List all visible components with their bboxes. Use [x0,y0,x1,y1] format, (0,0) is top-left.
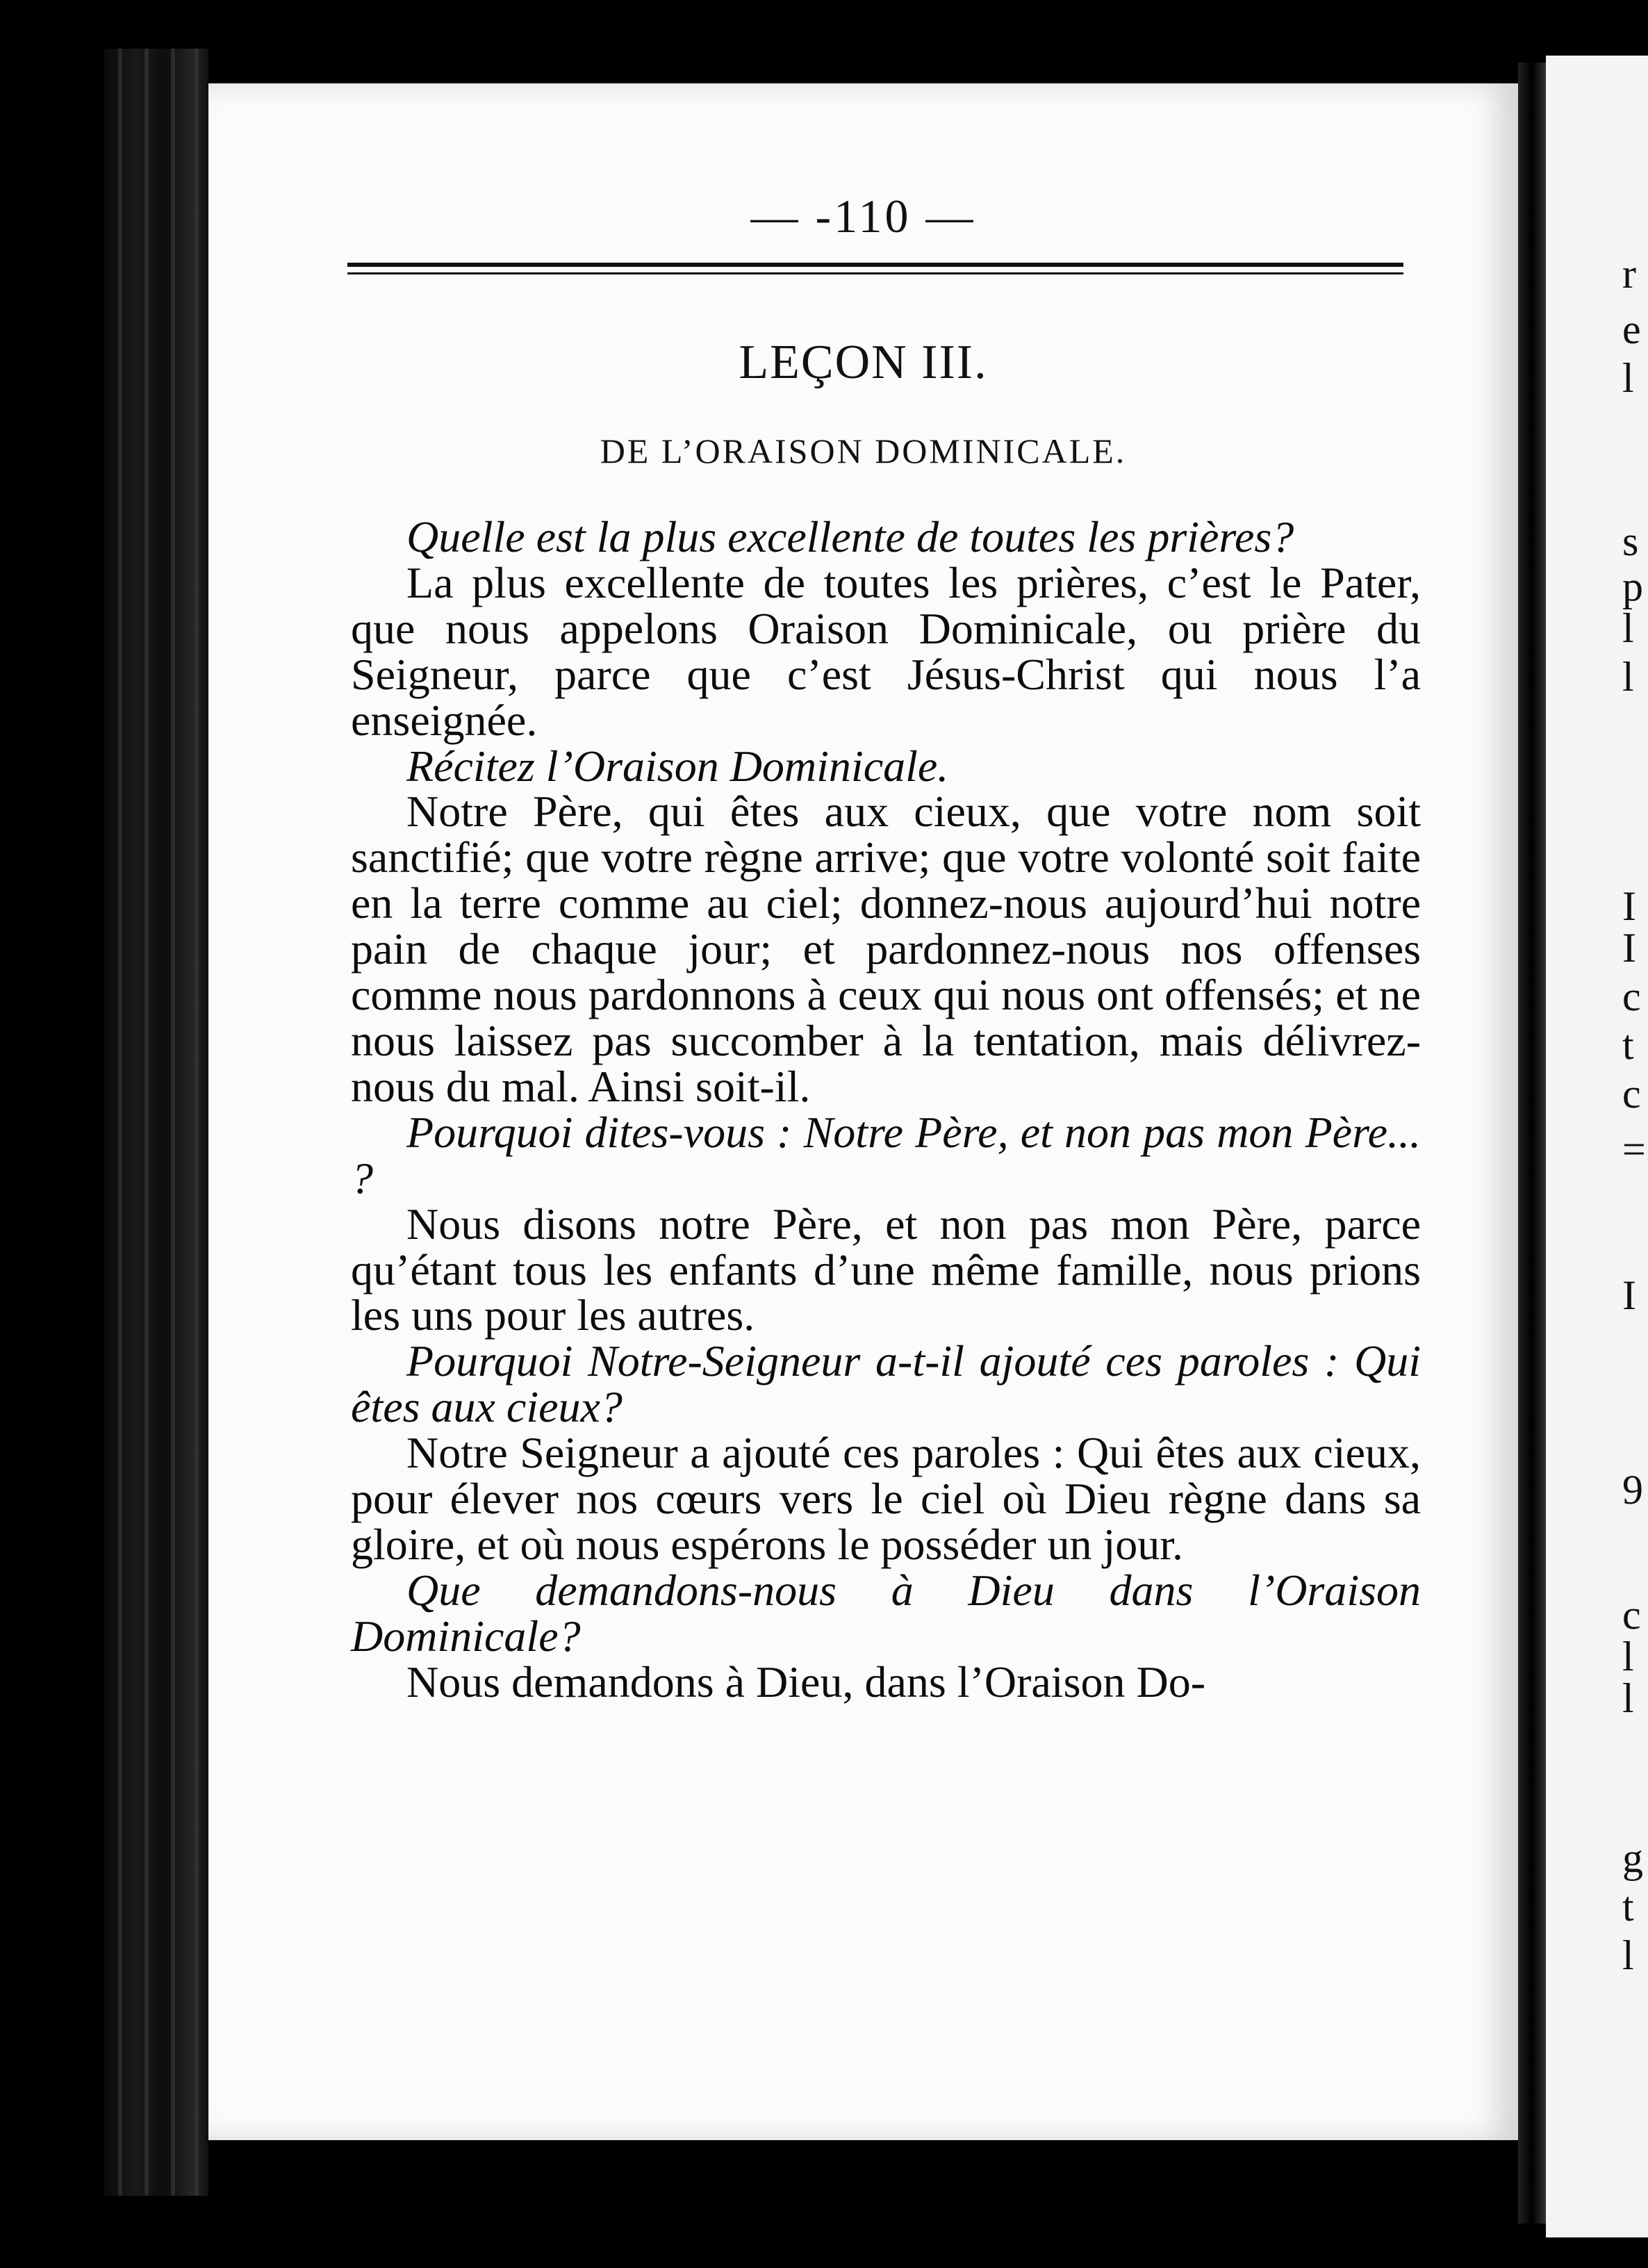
answer-paragraph: Notre Seigneur a ajouté ces paroles : Qui êtes aux cieux, pour élever nos cœurs vers le ciel où Dieu règne dans sa gloire, et où nous espérons le posséder un jour. [351,1428,1421,1569]
facing-page-letter: 9 [1622,1467,1643,1513]
facing-page-letter: l [1622,1932,1634,1978]
facing-page-letter: I [1622,925,1636,971]
answer-paragraph: La plus excellente de toutes les prières, c’est le Pater, que nous appelons Oraison Dominicale, ou prière du Seigneur, parce que c’est Jésus-Christ qui nous l’a enseignée. [351,557,1421,745]
facing-page-letter: l [1622,1634,1634,1679]
answer-paragraph: Notre Père, qui êtes aux cieux, que votre nom soit sanctifié; que votre règne arrive; que votre volonté soit faite en la terre comme au ciel; donnez-nous aujourd’hui notre pain de chaque jour; et pardonnez-nous nos offenses comme nous pardonnons à ceux qui nous ont offensés; et ne nous laissez pas succomber à la tentation, mais délivrez-nous du mal. Ainsi soit-il. [351,787,1421,1111]
facing-page-letter: p [1622,564,1643,609]
lesson-title: LEÇON III. [739,336,988,389]
question-paragraph: Quelle est la plus excellente de toutes les prières? [406,512,1294,561]
facing-page-letter: s [1622,518,1639,564]
question-paragraph: Que demandons-nous à Dieu dans l’Oraison Dominicale? [351,1565,1421,1661]
question-paragraph: Pourquoi dites-vous : Notre Père, et non pas mon Père... ? [351,1107,1421,1203]
catechism-text [351,514,1421,1705]
question-paragraph: Récitez l’Oraison Dominicale. [406,741,949,791]
header-rule-thin [347,272,1403,274]
facing-page-letter: = [1622,1126,1646,1172]
book-page [208,83,1518,2140]
facing-page-letter: c [1622,973,1641,1019]
facing-page-letter: c [1622,1592,1641,1638]
facing-page-letter: t [1622,1022,1634,1068]
answer-paragraph: Nous demandons à Dieu, dans l’Oraison Do- [406,1657,1205,1707]
facing-page-letter: g [1622,1835,1643,1881]
book-edge-left [104,49,208,2196]
facing-page-letter: I [1622,1272,1636,1318]
header-rule-thick [347,263,1403,267]
facing-page-letter: l [1622,355,1634,401]
facing-page-letter: r [1622,251,1636,297]
facing-page-letter: t [1622,1884,1634,1930]
facing-page-letter: l [1622,605,1634,651]
facing-page-letter: e [1622,306,1641,352]
facing-page-letter: c [1622,1071,1641,1117]
book-gutter [1518,63,1546,2224]
facing-page-letter: l [1622,654,1634,700]
facing-page-letter: I [1622,883,1636,929]
facing-page-letter: l [1622,1675,1634,1721]
question-paragraph: Pourquoi Notre-Seigneur a-t-il ajouté ces paroles : Qui êtes aux cieux? [351,1336,1421,1432]
page-number: — -110 — [750,190,976,243]
lesson-subtitle: DE L’ORAISON DOMINICALE. [600,432,1127,470]
answer-paragraph: Nous disons notre Père, et non pas mon Père, parce qu’étant tous les enfants d’une même famille, nous prions les uns pour les autres. [351,1199,1421,1340]
